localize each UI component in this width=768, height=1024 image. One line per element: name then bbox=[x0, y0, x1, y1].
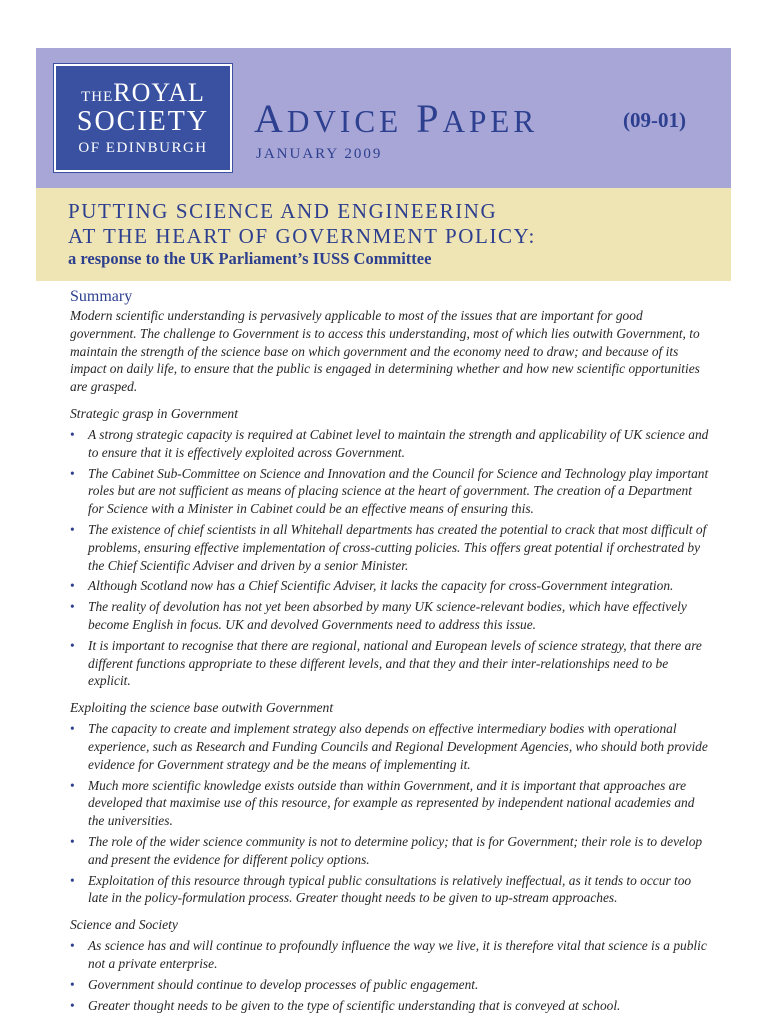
bullet-icon: • bbox=[70, 578, 75, 594]
section-heading: Strategic grasp in Government bbox=[70, 405, 239, 421]
bullet-list bbox=[70, 720, 710, 907]
bullet-list bbox=[70, 937, 710, 1014]
section-strategic-grasp bbox=[70, 405, 710, 690]
logo-royal: ROYAL bbox=[113, 78, 205, 107]
section-science-and-society bbox=[70, 916, 710, 1014]
logo-line-3: OF EDINBURGH bbox=[78, 140, 208, 156]
list-item-text: Government should continue to develop processes of public engagement. bbox=[88, 976, 479, 992]
list-item bbox=[70, 521, 710, 574]
bullet-icon: • bbox=[70, 721, 75, 737]
paper-body bbox=[70, 288, 710, 1017]
bullet-icon: • bbox=[70, 872, 75, 888]
list-item-text: The Cabinet Sub-Committee on Science and Innovation and the Council for Science and Technology play important roles but are not sufficient as means of placing science at the heart of government. The creation of a Department for Science with a Minister in Cabinet could be an effective means of ensuring this. bbox=[88, 465, 709, 517]
list-item-text: The role of the wider science community is not to determine policy; that is for Government; their role is to develop and present the evidence for different policy options. bbox=[88, 833, 703, 867]
logo-line-1 bbox=[56, 78, 230, 108]
list-item bbox=[70, 465, 710, 518]
list-item-text: As science has and will continue to profoundly influence the way we live, it is therefore vital that science is a public not a private enterprise. bbox=[88, 938, 707, 971]
bullet-icon: • bbox=[70, 976, 75, 992]
list-item bbox=[70, 637, 710, 690]
list-item bbox=[70, 997, 710, 1015]
bullet-icon: • bbox=[70, 833, 75, 849]
advice-paper-date: JANUARY 2009 bbox=[256, 146, 383, 162]
list-item bbox=[70, 777, 710, 830]
summary-heading: Summary bbox=[70, 288, 133, 305]
list-item bbox=[70, 720, 710, 773]
list-item bbox=[70, 833, 710, 869]
section-heading: Exploiting the science base outwith Government bbox=[70, 700, 334, 716]
bullet-icon: • bbox=[70, 599, 75, 615]
bullet-list bbox=[70, 426, 710, 690]
bullet-icon: • bbox=[70, 938, 75, 954]
list-item bbox=[70, 872, 710, 908]
list-item-text: Much more scientific knowledge exists outside than within Government, and it is important that approaches are developed that maximise use of this resource, for example as represented by independent national academies and the universities. bbox=[88, 777, 695, 829]
list-item-text: Although Scotland now has a Chief Scientific Adviser, it lacks the capacity for cross-Government integration. bbox=[88, 578, 674, 594]
list-item bbox=[70, 937, 710, 973]
list-item-text: The existence of chief scientists in all Whitehall departments has created the potential to crack that most difficult of problems, ensuring effective implementation of cross-cutting policies. This offers great potential if orchestrated by the Chief Scientific Adviser and driven by a senior Minister. bbox=[88, 521, 707, 573]
advice-paper-page bbox=[36, 48, 731, 1024]
list-item bbox=[70, 577, 710, 595]
list-item bbox=[70, 976, 710, 994]
list-item-text: The reality of devolution has not yet been absorbed by many UK science-relevant bodies, which have effectively become English in focus. UK and devolved Governments need to address this issue. bbox=[88, 599, 687, 632]
bullet-icon: • bbox=[70, 465, 75, 481]
advice-paper-number: (09-01) bbox=[623, 108, 686, 132]
bullet-icon: • bbox=[70, 997, 75, 1013]
bullet-icon: • bbox=[70, 521, 75, 537]
list-item-text: Greater thought needs to be given to the type of scientific understanding that is conveyed at school. bbox=[88, 997, 621, 1013]
rse-logo bbox=[54, 64, 232, 172]
title-band bbox=[36, 188, 731, 281]
header-band bbox=[36, 48, 731, 188]
list-item-text: The capacity to create and implement strategy also depends on effective intermediary bodies with operational experience, such as Research and Funding Councils and Regional Development Agencies, who should both provide evidence for Government strategy and be the means of implementing it. bbox=[88, 721, 708, 772]
list-item bbox=[70, 426, 710, 462]
bullet-icon: • bbox=[70, 426, 75, 442]
summary-text: Modern scientific understanding is pervasively applicable to most of the issues that are important for good government. The challenge to Government is to access this understanding, most of which lies outwith Government, to maintain the strength of the science base on which government and the economy need to draw; and because of its impact on daily life, to ensure that the public is engaged in determining whether and how new scientific opportunities are grasped. bbox=[70, 308, 700, 395]
advice-paper-title-text: ADVICE PAPER bbox=[254, 96, 539, 141]
paper-title-line-1: PUTTING SCIENCE AND ENGINEERING bbox=[68, 199, 498, 223]
logo-the: THE bbox=[81, 89, 114, 105]
advice-paper-title bbox=[254, 95, 538, 142]
paper-subtitle: a response to the UK Parliament’s IUSS Committee bbox=[68, 249, 432, 268]
bullet-icon: • bbox=[70, 637, 75, 653]
paper-title-line-2: AT THE HEART OF GOVERNMENT POLICY: bbox=[68, 224, 536, 248]
list-item-text: A strong strategic capacity is required at Cabinet level to maintain the strength and applicability of UK science and to ensure that it is effectively exploited across Government. bbox=[88, 426, 709, 460]
section-exploiting-science-base bbox=[70, 699, 710, 907]
list-item bbox=[70, 598, 710, 634]
logo-line-2: SOCIETY bbox=[76, 106, 210, 137]
list-item-text: Exploitation of this resource through typical public consultations is relatively ineffectual, as it tends to occur too late in the policy-formulation process. Greater thought needs to be given to up-stream approaches. bbox=[88, 872, 692, 906]
bullet-icon: • bbox=[70, 777, 75, 793]
section-heading: Science and Society bbox=[70, 917, 178, 933]
list-item-text: It is important to recognise that there are regional, national and European levels of science strategy, that there are different functions appropriate to these different levels, and that they and their inter-relationships need to be explicit. bbox=[88, 637, 702, 689]
